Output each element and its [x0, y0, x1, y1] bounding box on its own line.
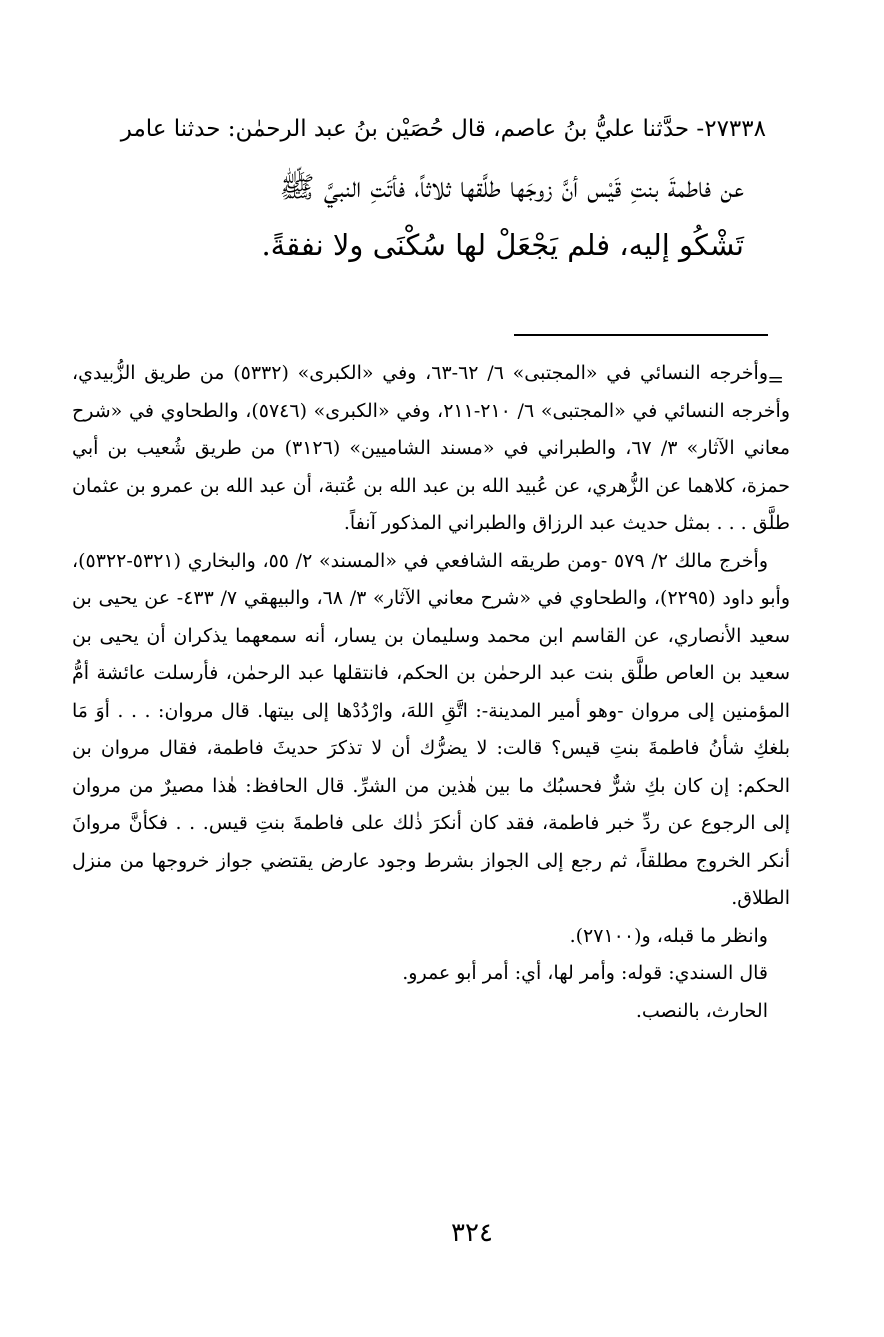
footnote-line-harith: الحارث، بالنصب.	[635, 999, 768, 1022]
footnote-paragraph-2	[72, 543, 790, 918]
hadith-text	[60, 100, 766, 274]
footnote-paragraph-1-text: وأخرجه النسائي في «المجتبى» ٦/ ٦٢-٦٣، وفي «الكبرى» (٥٣٣٢) من طريق الزُّبيدي، وأخرجه النسائي في «المجتبى» ٦/ ٢١٠-٢١١، وفي «الكبرى» (٥٧٤٦)، والطحاوي في «شرح معاني الآثار» ٣/ ٦٧، والطبراني في «مسند الشاميين» (٣١٢٦) من طريق شُعيب بن أبي حمزة، كلاهما عن الزُّهري، عن عُبيد الله بن عبد الله بن عُتبة، أن عبد الله بن عمرو بن عثمان طلَّق . . . بمثل حديث عبد الرزاق والطبراني المذكور آنفاً.	[72, 362, 790, 534]
footnote-line-see-also: وانظر ما قبله، و(٢٧١٠٠).	[569, 924, 768, 947]
footnote-paragraph-1	[72, 355, 790, 543]
footnotes	[72, 355, 790, 1030]
page-number: ٣٢٤	[451, 1218, 493, 1248]
continuation-mark: =	[767, 367, 784, 391]
footnote-line-sindi: قال السندي: قوله: وأمر لها، أي: أمر أبو عمرو.	[402, 962, 768, 984]
footnote-separator	[514, 334, 768, 336]
hadith-line-2: عن فاطمةَ بنتِ قَيْس أنَّ زوجَها طلَّقها ثلاثاً، فأتَتِ النبيَّ ﷺ	[279, 170, 744, 204]
hadith-line-3: تَشْكُو إليه، فلم يَجْعَلْ لها سُكْنَى ولا نفقةً.	[261, 228, 744, 262]
hadith-line-1: ٢٧٣٣٨- حدَّثنا عليُّ بنُ عاصم، قال حُصَيْن بنُ عبد الرحمٰن: حدثنا عامر	[120, 116, 766, 142]
footnote-paragraph-2-text: وأخرج مالك ٢/ ٥٧٩ -ومن طريقه الشافعي في «المسند» ٢/ ٥٥، والبخاري (٥٣٢١-٥٣٢٢)، وأبو داود (٢٢٩٥)، والطحاوي في «شرح معاني الآثار» ٣/ ٦٨، والبيهقي ٧/ ٤٣٣- عن يحيى بن سعيد الأنصاري، عن القاسم ابن محمد وسليمان بن يسار، أنه سمعهما يذكران أن يحيى بن سعيد بن العاص طلَّق بنت عبد الرحمٰن بن الحكم، فانتقلها عبد الرحمٰن، فأرسلت عائشة أمُّ المؤمنين إلى مروان -وهو أمير المدينة-: اتَّقِ اللهَ، وارْدُدْها إلى بيتها. قال مروان: . . . أوَ مَا بلغكِ شأنُ فاطمةَ بنتِ قيس؟ قالت: لا يضرُّك أن لا تذكرَ حديثَ فاطمة، فقال مروان بن الحكم: إن كان بكِ شرٌّ فحسبُك ما بين هٰذين من الشرِّ. قال الحافظ: هٰذا مصيرٌ من مروان إلى الرجوع عن ردِّ خبر فاطمة، فقد كان أنكرَ ذٰلك على فاطمةَ بنتِ قيس. . . فكأنَّ مروانَ أنكر الخروج مطلقاً، ثم رجع إلى الجواز بشرط وجود عارض يقتضي جواز خروجها من منزل الطلاق.	[72, 549, 790, 909]
